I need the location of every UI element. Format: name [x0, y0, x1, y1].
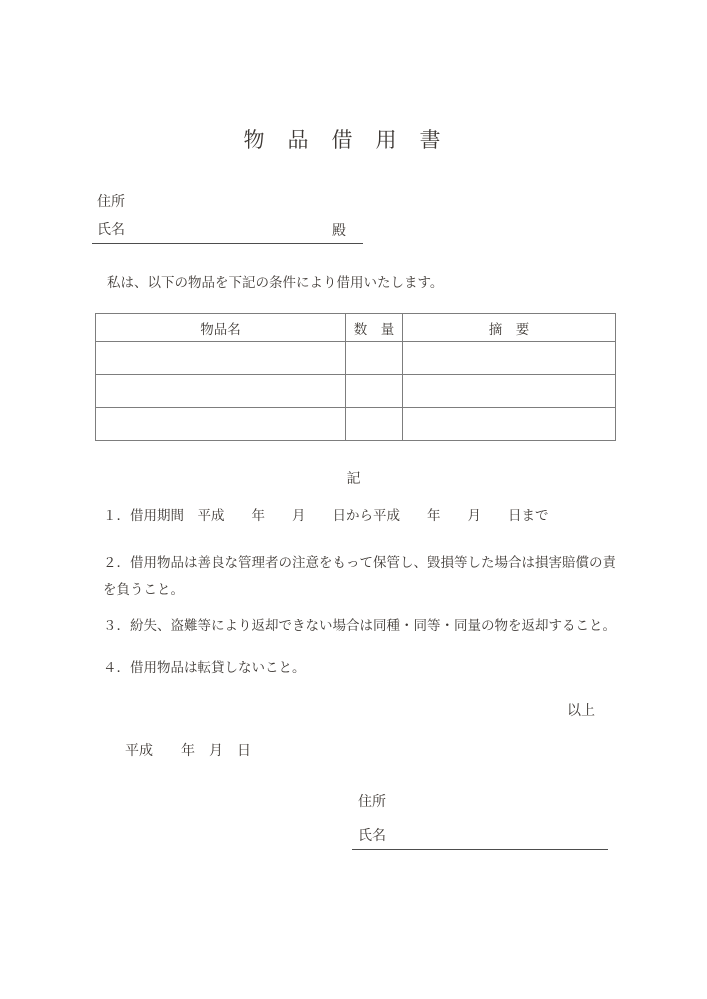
closing-ijou: 以上 — [567, 704, 595, 719]
page-title: 物品借用書 — [243, 128, 464, 152]
column-header-remarks: 摘 要 — [403, 314, 616, 342]
table-cell-remarks[interactable] — [403, 342, 616, 375]
table-row — [96, 408, 616, 441]
note-heading: 記 — [346, 472, 361, 487]
table-cell-item-name[interactable] — [96, 375, 346, 408]
clause-2-care-and-liability: ２．借用物品は善良な管理者の注意をもって保管し、毀損等した場合は損害賠償の責を負うこと。 — [103, 555, 616, 597]
table-cell-quantity[interactable] — [346, 375, 403, 408]
clause-4-no-sublease: ４．借用物品は転貸しないこと。 — [103, 660, 306, 675]
recipient-name-signature-line[interactable] — [92, 243, 363, 244]
table-cell-item-name[interactable] — [96, 408, 346, 441]
column-header-quantity: 数 量 — [346, 314, 403, 342]
table-cell-remarks[interactable] — [403, 375, 616, 408]
borrower-name-signature-line[interactable] — [352, 849, 608, 850]
table-cell-item-name[interactable] — [96, 342, 346, 375]
items-table — [95, 313, 616, 441]
table-row — [96, 342, 616, 375]
table-cell-quantity[interactable] — [346, 408, 403, 441]
clause-1-loan-period: １．借用期間 平成 年 月 日から平成 年 月 日まで — [103, 508, 549, 523]
recipient-address-label: 住所 — [97, 195, 125, 210]
intro-sentence: 私は、以下の物品を下記の条件により借用いたします。 — [107, 275, 444, 290]
date-line: 平成 年 月 日 — [125, 744, 251, 759]
clause-3-loss-replacement: ３．紛失、盗難等により返却できない場合は同種・同等・同量の物を返却すること。 — [103, 618, 616, 633]
table-header-row — [96, 314, 616, 342]
table-cell-quantity[interactable] — [346, 342, 403, 375]
column-header-item-name: 物品名 — [96, 314, 346, 342]
recipient-honorific: 殿 — [332, 224, 346, 239]
recipient-name-label: 氏名 — [97, 223, 125, 238]
table-row — [96, 375, 616, 408]
borrower-name-label: 氏名 — [358, 829, 386, 844]
borrower-address-label: 住所 — [358, 795, 386, 810]
table-cell-remarks[interactable] — [403, 408, 616, 441]
